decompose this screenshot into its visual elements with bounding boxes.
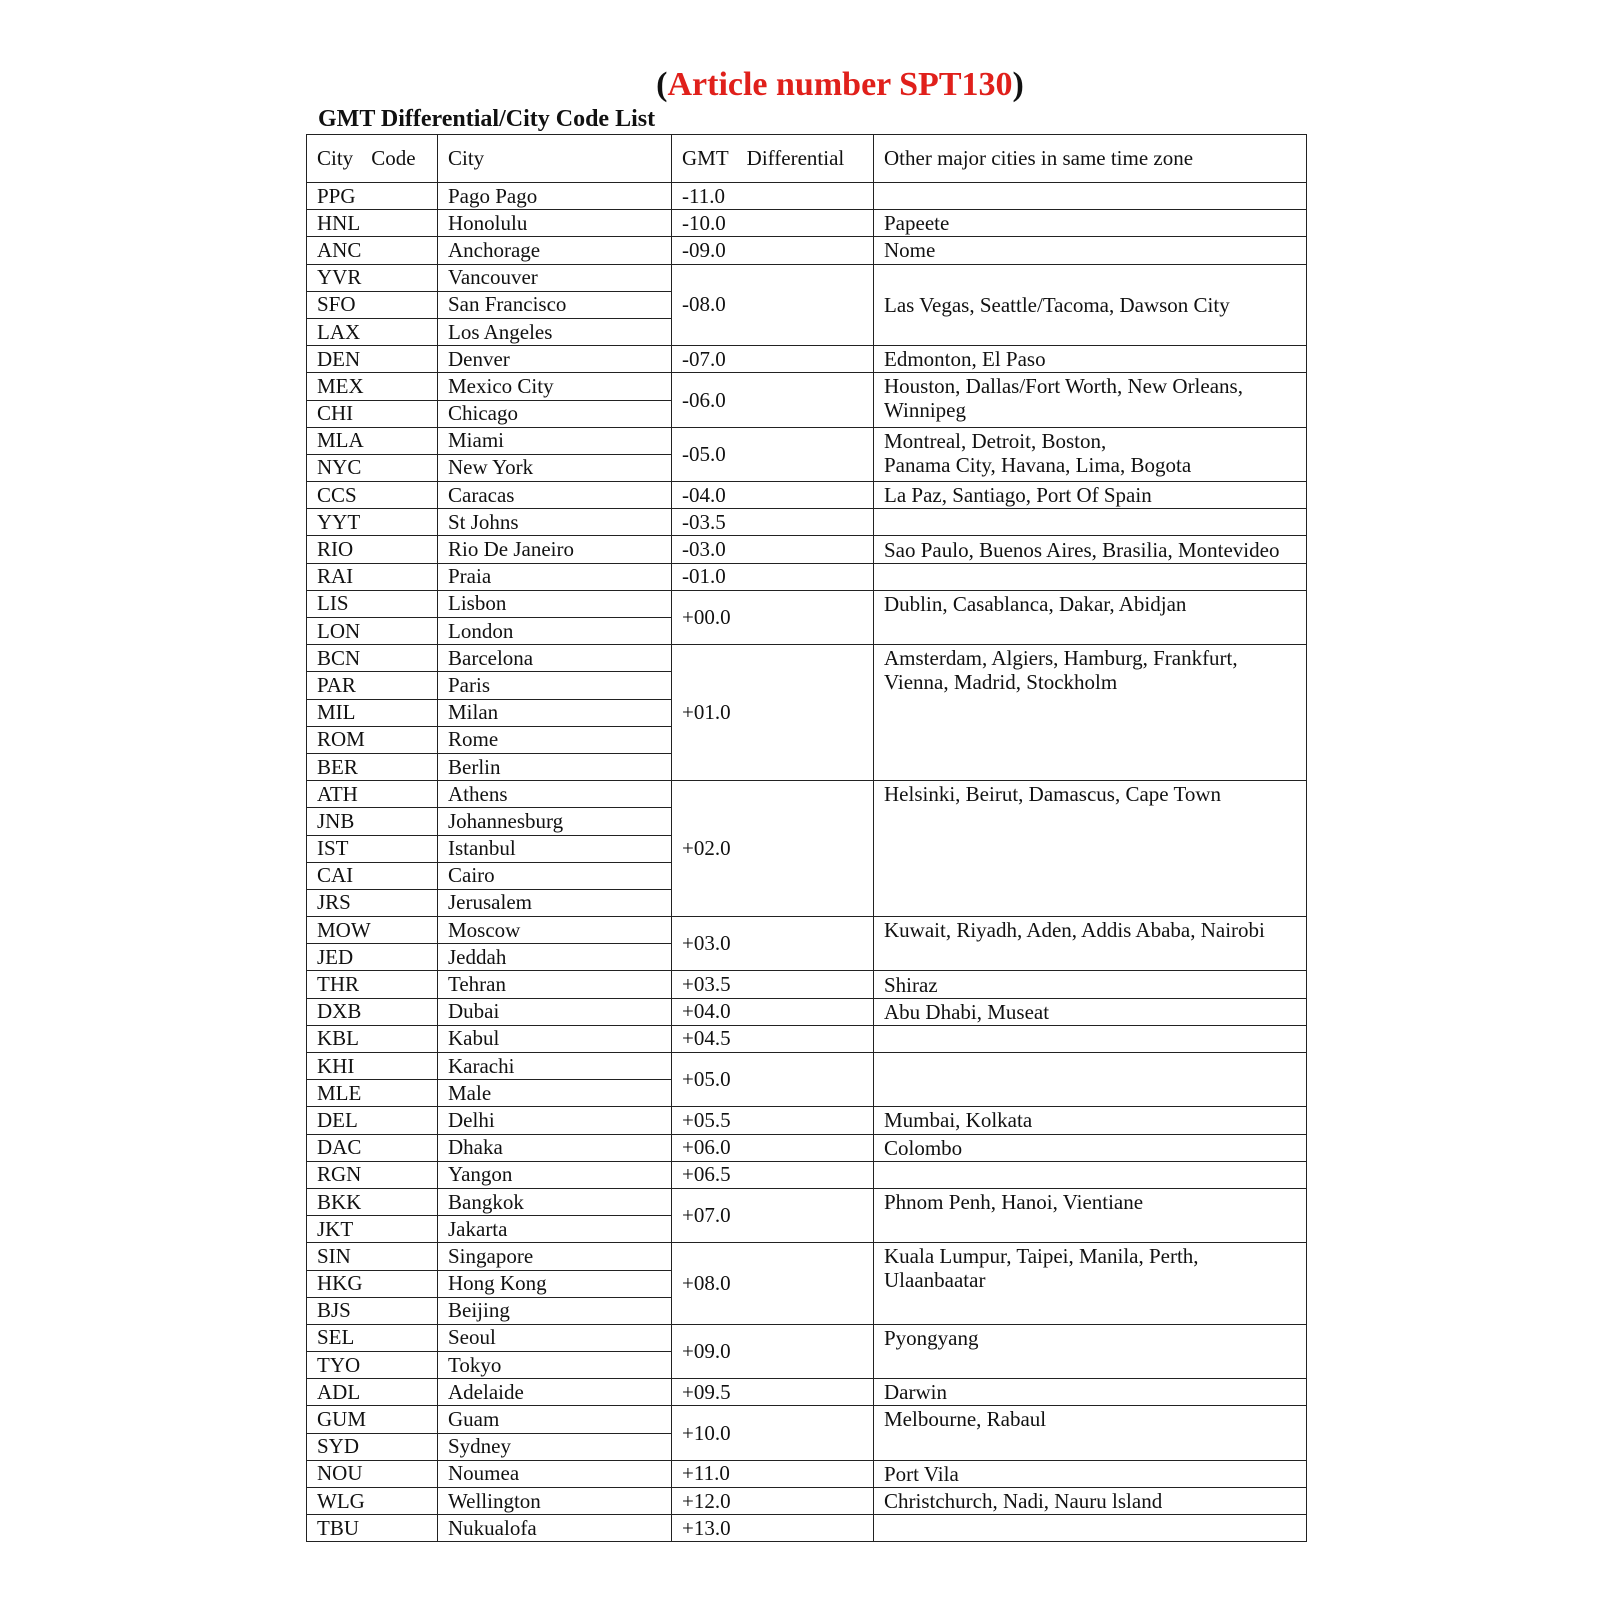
table-row [307, 264, 1307, 291]
city-code-cell: BKK [307, 1188, 438, 1215]
city-code-cell: NYC [307, 454, 438, 481]
gmt-differential-cell: +02.0 [672, 781, 874, 917]
gmt-differential-cell: -03.5 [672, 509, 874, 536]
city-code-cell: TYO [307, 1352, 438, 1379]
city-name-cell: Jeddah [438, 944, 672, 971]
city-name-cell: Berlin [438, 753, 672, 780]
other-cities-cell: Dublin, Casablanca, Dakar, Abidjan [874, 590, 1307, 644]
table-row [307, 1107, 1307, 1134]
city-code-cell: HNL [307, 210, 438, 237]
city-name-cell: Nukualofa [438, 1515, 672, 1542]
table-row [307, 1460, 1307, 1487]
other-cities-cell: Las Vegas, Seattle/Tacoma, Dawson City [874, 264, 1307, 346]
city-name-cell: Los Angeles [438, 318, 672, 345]
city-code-cell: RIO [307, 536, 438, 563]
table-row [307, 1243, 1307, 1270]
gmt-differential-cell: +08.0 [672, 1243, 874, 1325]
table-row [307, 998, 1307, 1025]
table-row [307, 237, 1307, 264]
gmt-differential-cell: -03.0 [672, 536, 874, 563]
city-name-cell: Paris [438, 672, 672, 699]
table-row [307, 482, 1307, 509]
other-cities-cell: Montreal, Detroit, Boston, Panama City, Havana, Lima, Bogota [874, 427, 1307, 481]
other-cities-cell: Helsinki, Beirut, Damascus, Cape Town [874, 781, 1307, 917]
city-name-cell: Rio De Janeiro [438, 536, 672, 563]
city-name-cell: Moscow [438, 917, 672, 944]
table-row [307, 645, 1307, 672]
city-name-cell: Seoul [438, 1324, 672, 1351]
gmt-differential-cell: -04.0 [672, 482, 874, 509]
gmt-differential-cell: -01.0 [672, 563, 874, 590]
city-name-cell: Chicago [438, 400, 672, 427]
gmt-city-code-table [306, 134, 1307, 1542]
city-code-cell: DAC [307, 1134, 438, 1161]
table-row [307, 1134, 1307, 1161]
table-body [307, 183, 1307, 1542]
other-cities-cell [874, 1053, 1307, 1107]
table-row [307, 781, 1307, 808]
city-code-cell: SFO [307, 291, 438, 318]
city-name-cell: Caracas [438, 482, 672, 509]
table-row [307, 183, 1307, 210]
city-name-cell: Bangkok [438, 1188, 672, 1215]
city-name-cell: Tokyo [438, 1352, 672, 1379]
city-name-cell: Cairo [438, 862, 672, 889]
city-code-cell: YYT [307, 509, 438, 536]
other-cities-cell: Shiraz [874, 971, 1307, 998]
city-code-cell: BCN [307, 645, 438, 672]
city-code-cell: KHI [307, 1053, 438, 1080]
city-name-cell: Jakarta [438, 1216, 672, 1243]
other-cities-cell [874, 1515, 1307, 1542]
gmt-differential-cell: -07.0 [672, 346, 874, 373]
gmt-differential-cell: +03.0 [672, 917, 874, 971]
table-row [307, 210, 1307, 237]
gmt-differential-cell: +03.5 [672, 971, 874, 998]
table-row [307, 1188, 1307, 1215]
city-code-cell: RAI [307, 563, 438, 590]
gmt-differential-cell: +13.0 [672, 1515, 874, 1542]
table-row [307, 509, 1307, 536]
list-heading: GMT Differential/City Code List [318, 106, 656, 132]
gmt-differential-cell: +11.0 [672, 1460, 874, 1487]
table-row [307, 590, 1307, 617]
other-cities-cell: Abu Dhabi, Museat [874, 998, 1307, 1025]
city-code-cell: ADL [307, 1379, 438, 1406]
city-name-cell: Dhaka [438, 1134, 672, 1161]
other-cities-cell [874, 563, 1307, 590]
gmt-differential-cell: +09.5 [672, 1379, 874, 1406]
city-name-cell: Lisbon [438, 590, 672, 617]
city-name-cell: Miami [438, 427, 672, 454]
city-code-cell: TBU [307, 1515, 438, 1542]
other-cities-cell: Amsterdam, Algiers, Hamburg, Frankfurt, Vienna, Madrid, Stockholm [874, 645, 1307, 781]
city-name-cell: Dubai [438, 998, 672, 1025]
table-row [307, 1053, 1307, 1080]
city-code-cell: RGN [307, 1161, 438, 1188]
other-cities-cell: Melbourne, Rabaul [874, 1406, 1307, 1460]
table-header-row [307, 135, 1307, 183]
other-cities-cell: Christchurch, Nadi, Nauru lsland [874, 1488, 1307, 1515]
gmt-differential-cell: -08.0 [672, 264, 874, 346]
gmt-differential-cell: +05.0 [672, 1053, 874, 1107]
city-code-cell: BJS [307, 1297, 438, 1324]
header-city-code: City Code [307, 135, 438, 183]
table-row [307, 427, 1307, 454]
table-row [307, 1406, 1307, 1433]
table-row [307, 1324, 1307, 1351]
other-cities-cell: Nome [874, 237, 1307, 264]
city-code-cell: JNB [307, 808, 438, 835]
city-name-cell: San Francisco [438, 291, 672, 318]
city-name-cell: Beijing [438, 1297, 672, 1324]
city-name-cell: Jerusalem [438, 889, 672, 916]
city-code-cell: CCS [307, 482, 438, 509]
city-code-cell: SYD [307, 1433, 438, 1460]
table-row [307, 1488, 1307, 1515]
city-code-cell: LAX [307, 318, 438, 345]
other-cities-cell: Papeete [874, 210, 1307, 237]
city-name-cell: New York [438, 454, 672, 481]
table-row [307, 1379, 1307, 1406]
table-row [307, 563, 1307, 590]
gmt-differential-cell: +06.5 [672, 1161, 874, 1188]
other-cities-cell: Mumbai, Kolkata [874, 1107, 1307, 1134]
city-name-cell: Milan [438, 699, 672, 726]
city-code-cell: YVR [307, 264, 438, 291]
city-name-cell: Honolulu [438, 210, 672, 237]
other-cities-cell: Kuwait, Riyadh, Aden, Addis Ababa, Nairobi [874, 917, 1307, 971]
city-code-cell: MIL [307, 699, 438, 726]
gmt-differential-cell: -09.0 [672, 237, 874, 264]
city-name-cell: Tehran [438, 971, 672, 998]
city-code-cell: ATH [307, 781, 438, 808]
city-name-cell: Karachi [438, 1053, 672, 1080]
city-name-cell: Athens [438, 781, 672, 808]
city-code-cell: THR [307, 971, 438, 998]
other-cities-cell: Darwin [874, 1379, 1307, 1406]
city-code-cell: BER [307, 753, 438, 780]
city-name-cell: Vancouver [438, 264, 672, 291]
gmt-differential-cell: +01.0 [672, 645, 874, 781]
header-gmt-differential: GMT Differential [672, 135, 874, 183]
city-code-cell: SIN [307, 1243, 438, 1270]
city-code-cell: DEN [307, 346, 438, 373]
city-code-cell: MEX [307, 373, 438, 400]
city-code-cell: PPG [307, 183, 438, 210]
city-code-cell: CHI [307, 400, 438, 427]
other-cities-cell: Houston, Dallas/Fort Worth, New Orleans, Winnipeg [874, 373, 1307, 427]
gmt-differential-cell: +09.0 [672, 1324, 874, 1378]
city-code-cell: IST [307, 835, 438, 862]
city-name-cell: Praia [438, 563, 672, 590]
other-cities-cell: Sao Paulo, Buenos Aires, Brasilia, Montevideo [874, 536, 1307, 563]
other-cities-cell: Edmonton, El Paso [874, 346, 1307, 373]
gmt-differential-cell: +10.0 [672, 1406, 874, 1460]
city-name-cell: Pago Pago [438, 183, 672, 210]
gmt-differential-cell: -11.0 [672, 183, 874, 210]
other-cities-cell: Phnom Penh, Hanoi, Vientiane [874, 1188, 1307, 1242]
city-name-cell: Guam [438, 1406, 672, 1433]
gmt-differential-cell: -05.0 [672, 427, 874, 481]
city-name-cell: Delhi [438, 1107, 672, 1134]
header-city: City [438, 135, 672, 183]
other-cities-cell: Colombo [874, 1134, 1307, 1161]
city-name-cell: Rome [438, 726, 672, 753]
city-code-cell: PAR [307, 672, 438, 699]
city-name-cell: Barcelona [438, 645, 672, 672]
title-open-paren: ( [656, 66, 668, 103]
other-cities-cell: Port Vila [874, 1460, 1307, 1487]
gmt-differential-cell: -06.0 [672, 373, 874, 427]
article-title [0, 66, 1600, 104]
city-name-cell: London [438, 618, 672, 645]
city-code-cell: JED [307, 944, 438, 971]
table-row [307, 917, 1307, 944]
city-name-cell: Hong Kong [438, 1270, 672, 1297]
other-cities-cell [874, 183, 1307, 210]
gmt-differential-cell: +12.0 [672, 1488, 874, 1515]
city-name-cell: Istanbul [438, 835, 672, 862]
table-row [307, 1161, 1307, 1188]
gmt-differential-cell: +04.5 [672, 1025, 874, 1052]
city-code-cell: MLA [307, 427, 438, 454]
city-code-cell: DXB [307, 998, 438, 1025]
city-code-cell: NOU [307, 1460, 438, 1487]
city-code-cell: WLG [307, 1488, 438, 1515]
city-code-cell: LIS [307, 590, 438, 617]
table-row [307, 346, 1307, 373]
city-code-cell: LON [307, 618, 438, 645]
title-close-paren: ) [1012, 66, 1024, 103]
other-cities-cell [874, 1025, 1307, 1052]
city-name-cell: Kabul [438, 1025, 672, 1052]
city-name-cell: St Johns [438, 509, 672, 536]
other-cities-cell: La Paz, Santiago, Port Of Spain [874, 482, 1307, 509]
city-code-cell: MOW [307, 917, 438, 944]
table-row [307, 1515, 1307, 1542]
other-cities-cell [874, 1161, 1307, 1188]
article-number: Article number SPT130 [667, 66, 1013, 103]
table-row [307, 536, 1307, 563]
city-code-cell: DEL [307, 1107, 438, 1134]
gmt-differential-cell: +04.0 [672, 998, 874, 1025]
gmt-differential-cell: +05.5 [672, 1107, 874, 1134]
city-code-cell: MLE [307, 1080, 438, 1107]
city-name-cell: Noumea [438, 1460, 672, 1487]
city-name-cell: Denver [438, 346, 672, 373]
city-code-cell: JKT [307, 1216, 438, 1243]
gmt-differential-cell: -10.0 [672, 210, 874, 237]
city-name-cell: Yangon [438, 1161, 672, 1188]
city-code-cell: JRS [307, 889, 438, 916]
city-name-cell: Mexico City [438, 373, 672, 400]
other-cities-cell [874, 509, 1307, 536]
city-name-cell: Wellington [438, 1488, 672, 1515]
city-code-cell: GUM [307, 1406, 438, 1433]
city-code-cell: ANC [307, 237, 438, 264]
table-row [307, 373, 1307, 400]
city-code-cell: CAI [307, 862, 438, 889]
city-code-cell: KBL [307, 1025, 438, 1052]
other-cities-cell: Pyongyang [874, 1324, 1307, 1378]
city-code-cell: SEL [307, 1324, 438, 1351]
table-row [307, 1025, 1307, 1052]
header-other-cities: Other major cities in same time zone [874, 135, 1307, 183]
city-code-cell: ROM [307, 726, 438, 753]
city-code-cell: HKG [307, 1270, 438, 1297]
city-name-cell: Adelaide [438, 1379, 672, 1406]
table-row [307, 971, 1307, 998]
city-name-cell: Anchorage [438, 237, 672, 264]
other-cities-cell: Kuala Lumpur, Taipei, Manila, Perth, Ulaanbaatar [874, 1243, 1307, 1325]
city-name-cell: Johannesburg [438, 808, 672, 835]
city-name-cell: Singapore [438, 1243, 672, 1270]
gmt-differential-cell: +00.0 [672, 590, 874, 644]
gmt-differential-cell: +07.0 [672, 1188, 874, 1242]
gmt-differential-cell: +06.0 [672, 1134, 874, 1161]
city-name-cell: Male [438, 1080, 672, 1107]
city-name-cell: Sydney [438, 1433, 672, 1460]
